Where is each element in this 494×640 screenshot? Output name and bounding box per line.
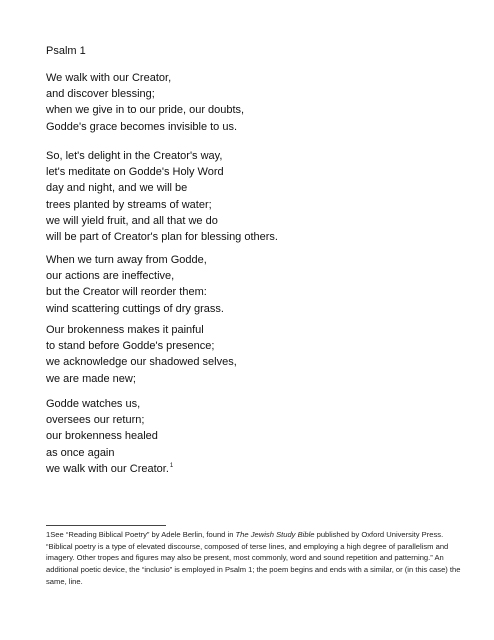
- footnote-text-end: published by Oxford University Press. “Biblical poetry is a type of elevated discourse, composed of terse lines, and employing a high degree of parallelism and imagery. Other tropes and figures may also be present, most commonly, word and sound repetition and patterning.” An additional poetic device, the “inclusio” is employed in Psalm 1; the poem begins and ends with a similar, or (in this case) the same, line.: [46, 530, 461, 586]
- poem-line: our brokenness healed: [46, 430, 158, 443]
- poem-line: we acknowledge our shadowed selves,: [46, 356, 237, 369]
- footnote-divider: [46, 525, 166, 526]
- poem-line: Godde's grace becomes invisible to us.: [46, 120, 238, 133]
- poem-line: to stand before Godde's presence;: [46, 340, 215, 353]
- poem-line: Godde watches us,: [46, 398, 141, 410]
- poem-line: So, let's delight in the Creator's way,: [46, 150, 223, 162]
- stanza-1: [46, 70, 244, 135]
- poem-line: day and night, and we will be: [46, 182, 188, 195]
- poem-line: we are made new;: [46, 372, 136, 385]
- poem-line: [46, 461, 173, 477]
- footnote: [46, 529, 466, 588]
- poem-line: will be part of Creator's plan for blessing others.: [46, 231, 278, 244]
- stanza-2: [46, 148, 278, 245]
- poem-line: when we give in to our pride, our doubts,: [46, 104, 245, 117]
- footnote-marker: 1: [169, 463, 174, 470]
- footnote-text-start: 1See “Reading Biblical Poetry” by Adele Berlin, found in: [46, 530, 236, 539]
- stanza-5: [46, 396, 173, 477]
- poem-line: but the Creator will reorder them:: [46, 286, 207, 299]
- poem-line: wind scattering cuttings of dry grass.: [46, 302, 224, 315]
- poem-line: we will yield fruit, and all that we do: [46, 214, 218, 227]
- poem-line: our actions are ineffective,: [46, 270, 175, 283]
- poem-line: trees planted by streams of water;: [46, 198, 212, 211]
- poem-line-text: we walk with our Creator.: [46, 462, 169, 475]
- poem-line: let's meditate on Godde's Holy Word: [46, 166, 224, 179]
- poem-line: When we turn away from Godde,: [46, 254, 207, 266]
- stanza-4: [46, 322, 237, 387]
- poem-title: Psalm 1: [46, 45, 86, 57]
- footnote-book-title: The Jewish Study Bible: [235, 530, 315, 539]
- poem-line: Our brokenness makes it painful: [46, 324, 204, 336]
- poem-line: as once again: [46, 446, 115, 459]
- poem-line: and discover blessing;: [46, 88, 155, 101]
- stanza-3: [46, 252, 224, 317]
- poem-line: oversees our return;: [46, 414, 145, 427]
- poem-line: We walk with our Creator,: [46, 72, 172, 84]
